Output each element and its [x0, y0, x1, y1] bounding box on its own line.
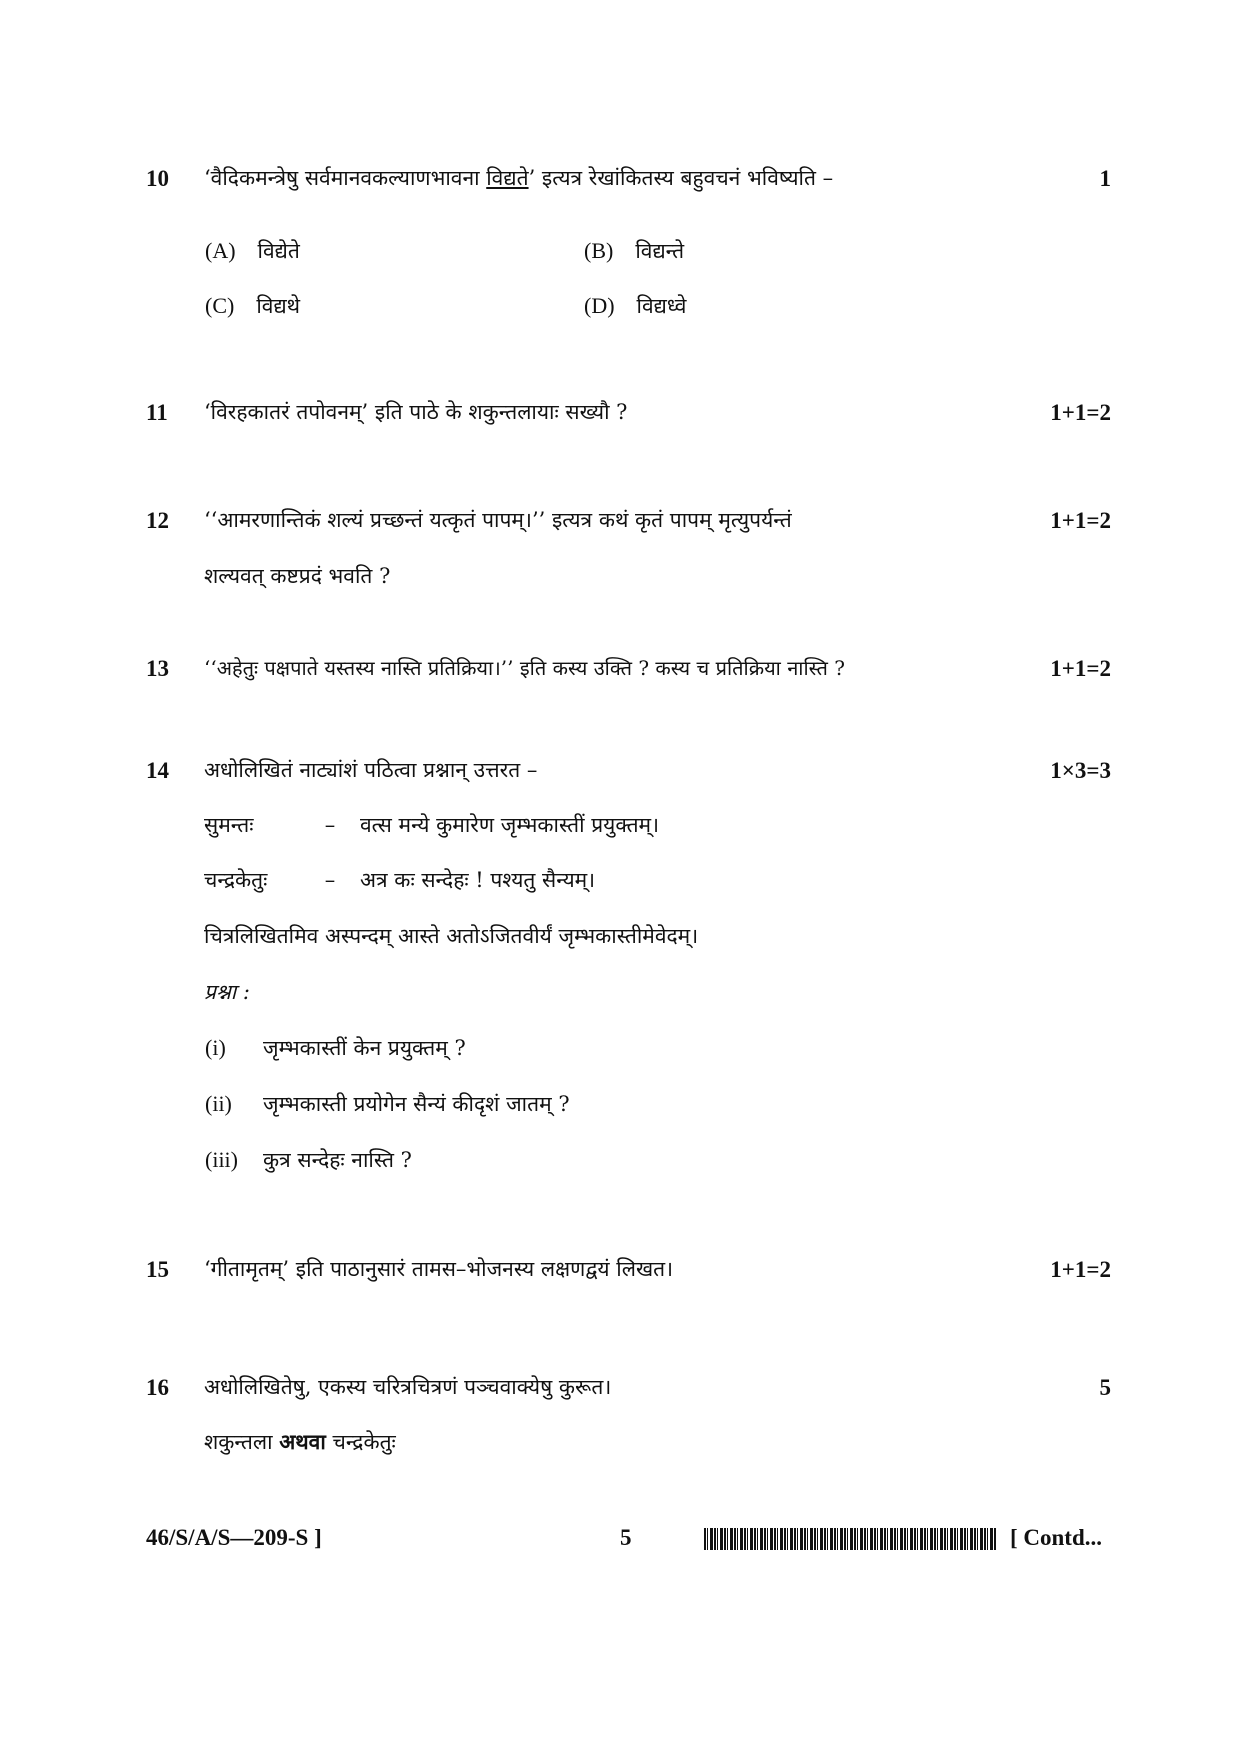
option-d: (D) विद्यध्वे [584, 293, 687, 318]
marks: 1×3=3 [1050, 758, 1111, 783]
marks: 1+1=2 [1050, 400, 1111, 425]
question-number: 11 [146, 400, 168, 425]
question-number: 13 [146, 656, 169, 681]
barcode-icon [704, 1528, 996, 1550]
question-number: 12 [146, 508, 169, 533]
prashna-label: प्रश्ना : [204, 980, 250, 1004]
marks: 1+1=2 [1050, 656, 1111, 681]
speech: वत्स मन्ये कुमारेण जृम्भकास्तीं प्रयुक्तम्। [360, 813, 660, 837]
question-text-line-2: शल्यवत् कष्टप्रदं भवति ? [204, 564, 391, 588]
paper-code: 46/S/A/S—209-S ] [146, 1525, 322, 1550]
question-number: 16 [146, 1375, 169, 1400]
speaker: चन्द्रकेतुः [204, 868, 268, 892]
question-text: अधोलिखितेषु, एकस्य चरित्रचित्रणं पञ्चवाक्येषु कुरूत। [204, 1375, 612, 1399]
or-word: अथवा [279, 1429, 326, 1454]
underlined-word: विद्यते [486, 166, 529, 190]
dialogue-continuation: चित्रलिखितमिव अस्पन्दम् आस्ते अतोऽजितवीर्यं जृम्भकास्तीमेवेदम्। [204, 924, 699, 948]
sub-question-i: (i) जृम्भकास्तीं केन प्रयुक्तम् ? [205, 1035, 466, 1060]
dialogue-line-1: सुमन्तः – वत्स मन्ये कुमारेण जृम्भकास्तीं प्रयुक्तम्। [204, 813, 660, 837]
sub-question-iii: (iii) कुत्र सन्देहः नास्ति ? [205, 1147, 412, 1172]
dialogue-line-2: चन्द्रकेतुः – अत्र कः सन्देहः ! पश्यतु सैन्यम्। [204, 868, 596, 892]
marks: 1+1=2 [1050, 1257, 1111, 1282]
option-a: (A) विद्येते [205, 238, 300, 263]
question-number: 14 [146, 758, 169, 783]
marks: 1 [1099, 166, 1111, 191]
page-footer [0, 1525, 1241, 1565]
question-text: ‘‘अहेतुः पक्षपाते यस्तस्य नास्ति प्रतिक्रिया।’’ इति कस्य उक्ति ? कस्य च प्रतिक्रिया नास्ति ? [204, 656, 845, 680]
sub-question-ii: (ii) जृम्भकास्ती प्रयोगेन सैन्यं कीदृशं जातम् ? [205, 1091, 570, 1116]
option-c: (C) विद्यथे [205, 293, 301, 318]
question-text: अधोलिखितं नाट्यांशं पठित्वा प्रश्नान् उत्तरत – [204, 758, 538, 782]
question-text: ‘विरहकातरं तपोवनम्’ इति पाठे के शकुन्तलायाः सख्यौ ? [204, 400, 628, 424]
marks: 1+1=2 [1050, 508, 1111, 533]
continued-label: [ Contd... [1010, 1525, 1103, 1550]
speech: अत्र कः सन्देहः ! पश्यतु सैन्यम्। [360, 868, 596, 892]
speaker: सुमन्तः [204, 813, 254, 837]
page-number: 5 [620, 1525, 632, 1550]
marks: 5 [1099, 1375, 1111, 1400]
question-number: 10 [146, 166, 169, 191]
character-choices: शकुन्तला अथवा चन्द्रकेतुः [204, 1429, 396, 1454]
option-b: (B) विद्यन्ते [584, 238, 685, 263]
question-text-line-1: ‘‘आमरणान्तिकं शल्यं प्रच्छन्तं यत्कृतं पापम्।’’ इत्यत्र कथं कृतं पापम् मृत्युपर्यन्तं [204, 508, 792, 532]
question-text: ‘वैदिकमन्त्रेषु सर्वमानवकल्याणभावना विद्यते’ इत्यत्र रेखांकितस्य बहुवचनं भविष्यति – [204, 166, 834, 190]
question-text: ‘गीतामृतम्’ इति पाठानुसारं तामस–भोजनस्य लक्षणद्वयं लिखत। [204, 1257, 674, 1281]
question-number: 15 [146, 1257, 169, 1282]
